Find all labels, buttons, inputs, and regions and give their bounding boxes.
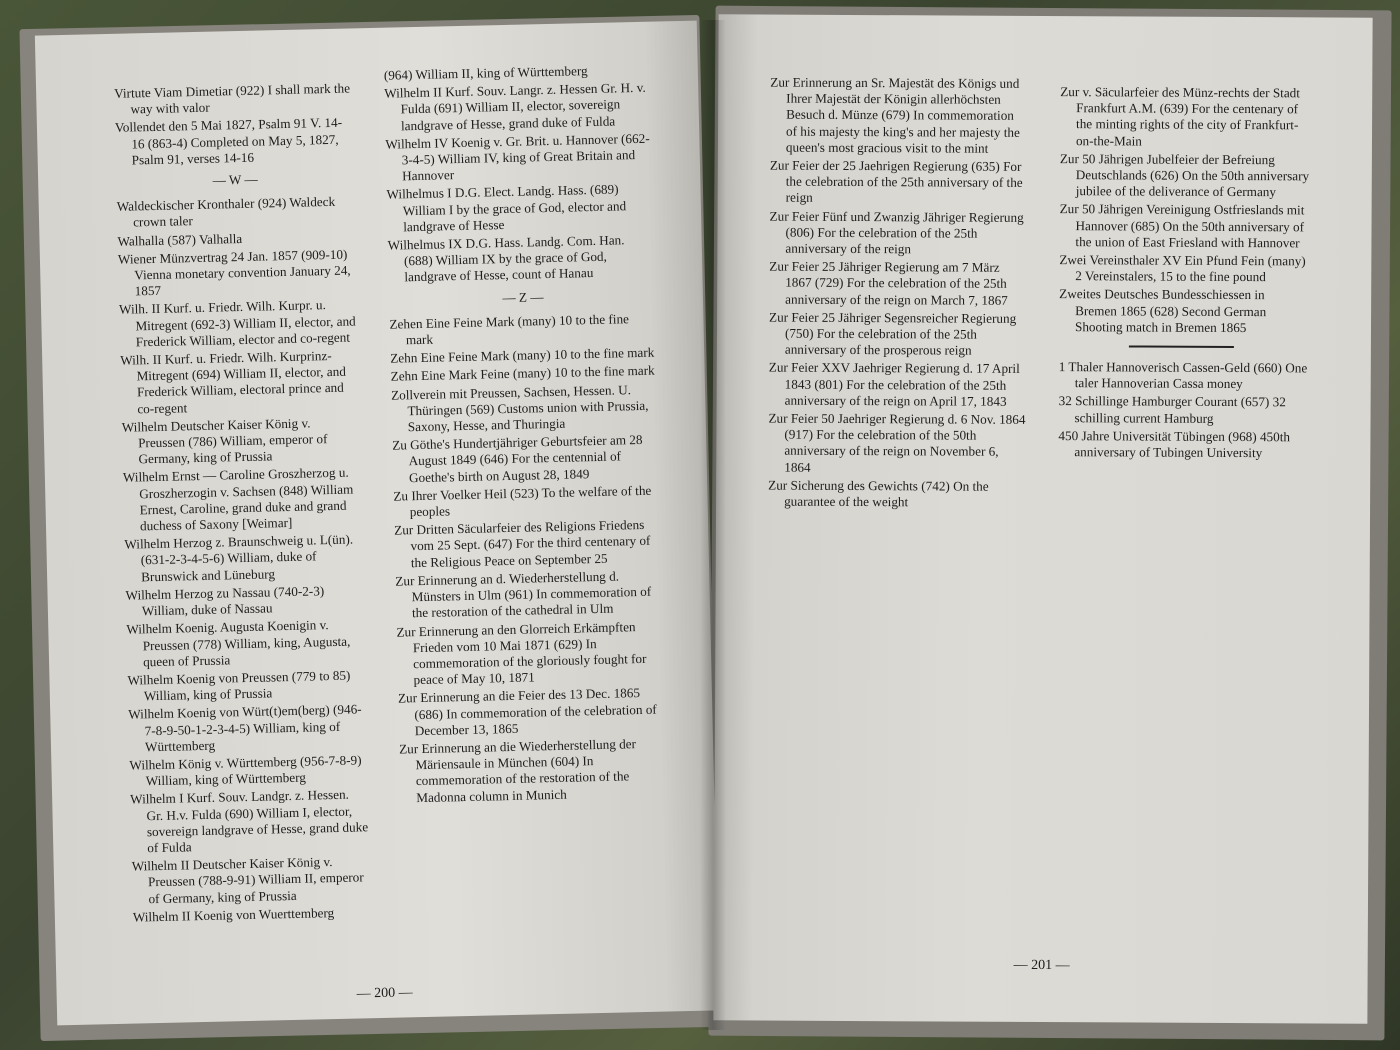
book-gutter [700, 20, 726, 1030]
index-entry: Zehn Eine Mark Feine (many) 10 to the fine mark [390, 363, 655, 385]
index-entry: Zur Feier 25 Jähriger Segensreicher Regierung (750) For the celebration of the 25th anniversary of the prosperous reign [769, 309, 1017, 358]
index-entry: 450 Jahre Universität Tübingen (968) 450th anniversary of Tubingen University [1058, 427, 1291, 461]
index-entry: Zur Feier 25 Jähriger Regierung am 7 März 1867 (729) For the celebration of the 25th anniversary of the reign on March 7, 1867 [769, 258, 1008, 308]
index-entry: Wilhelm II Koenig von Wuerttemberg [132, 904, 335, 925]
index-entry: Vollendet den 5 Mai 1827, Psalm 91 V. 14-16 (863-4) Completed on May 5, 1827, Psalm 91, verses 14-16 [114, 115, 343, 168]
index-entry: Zur Erinnerung an Sr. Majestät des Königs und Ihrer Majestät der Königin allerhöchsten Besuch d. Münze (679) In commemoration of his majesty the king's and her majesty the queen's most gracious visit to the mint [770, 74, 1020, 156]
right-page [713, 14, 1372, 1023]
index-entry: Wiener Münzvertrag 24 Jan. 1857 (909-10) Vienna monetary convention January 24, 1857 [117, 246, 351, 299]
index-entry: Zweites Deutsches Bundesschiessen in Bremen 1865 (628) Second German Shooting match in Bremen 1865 [1059, 286, 1267, 335]
index-entry: Wilhelm II Kurf. Souv. Langr. z. Hessen Gr. H. v. Fulda (691) William II, elector, sovereign landgrave of Hesse, grand duke of Fulda [384, 79, 646, 133]
index-entry: Zur Erinnerung an die Feier des 13 Dec. 1865 (686) In commemoration of the celebration of December 13, 1865 [397, 685, 657, 738]
index-entry: Zollverein mit Preussen, Sachsen, Hessen. U. Thüringen (569) Customs union with Prussia, Saxony, Hesse, and Thuringia [390, 381, 649, 435]
index-entry: Zur v. Säcularfeier des Münz-rechts der Stadt Frankfurt A.M. (639) For the centenary of the minting rights of the city of Frankfurt-on-the-Main [1060, 84, 1301, 149]
left-page-column-2 [384, 62, 669, 809]
index-entry: Zur Sicherung des Gewichts (742) On the guarantee of the weight [768, 477, 989, 510]
index-entry: Virtute Viam Dimetiar (922) I shall mark the way with valor [114, 80, 351, 117]
index-entry: (964) William II, king of Württemberg [383, 63, 588, 83]
right-page-column-1 [768, 75, 1028, 514]
left-page [35, 21, 719, 1026]
index-entry: Zehn Eine Feine Mark (many) 10 to the fine mark [390, 344, 655, 366]
index-entry: Wilhelm Koenig. Augusta Koenigin v. Preussen (778) William, king, Augusta, queen of Prussia [126, 617, 351, 670]
index-entry: Zur Feier 50 Jaehriger Regierung d. 6 Nov. 1864 (917) For the celebration of the 50th anniversary of the reign on November 6, 1864 [768, 410, 1026, 475]
index-entry: Zur Erinnerung an d. Wiederherstellung d. Münsters in Ulm (961) In commemoration of the restoration of the cathedral in Ulm [395, 568, 652, 621]
index-entry: Wilhelm Deutscher Kaiser König v. Preussen (786) William, emperor of Germany, king of Prussia [121, 415, 328, 467]
page-number-201: — 201 — [1013, 957, 1070, 974]
index-entry: Zur Feier Fünf und Zwanzig Jähriger Regierung (806) For the celebration of the 25th anniversary of the reign [769, 208, 1024, 257]
index-entry: Walhalla (587) Valhalla [117, 230, 243, 249]
index-entry: Wilhelm Ernst — Caroline Groszherzog u. Groszherzogin v. Sachsen (848) William Ernest, Caroline, grand duke and grand duchess of Saxony [Weimar] [122, 465, 354, 534]
index-entry: Wilhelm Herzog z. Braunschweig u. L(ün). (631-2-3-4-5-6) William, duke of Brunswick and Lüneburg [124, 531, 354, 585]
index-entry: Zur Erinnerung an den Glorreich Erkämpften Frieden vom 10 Mai 1871 (629) In commemoration of the gloriously fought for peace of May 10, 1871 [396, 618, 647, 688]
index-entry: Zur Dritten Säcularfeier des Religions Friedens vom 25 Sept. (647) For the third centenary of the Religious Peace on September 25 [394, 517, 651, 570]
index-entry: Wilhelm Herzog zu Nassau (740-2-3) William, duke of Nassau [125, 583, 325, 619]
index-entry: Zu Ihrer Voelker Heil (523) To the welfare of the peoples [393, 482, 652, 520]
index-entry: Wilhelm Koenig von Preussen (779 to 85) William, king of Prussia [127, 667, 351, 704]
letter-heading: — Z — [502, 288, 544, 305]
letter-heading: — W — [212, 171, 258, 188]
index-entry: Wilh. II Kurf. u. Friedr. Wilh. Kurpr. u. Mitregent (692-3) William II, elector, and Frederick William, elector and co-regent [118, 297, 356, 350]
index-entry: Wilhelm I Kurf. Souv. Landgr. z. Hessen. Gr. H.v. Fulda (690) William I, elector, sovereign landgrave of Hesse, grand duke of Fulda [130, 787, 369, 856]
index-entry: Zur 50 Jährigen Vereinigung Ostfrieslands mit Hannover (685) On the 50th anniversary of the union of East Friesland with Hannover [1059, 201, 1305, 251]
page-number-200: — 200 — [356, 985, 413, 1002]
index-entry: Zwei Vereinsthaler XV Ein Pfund Fein (many) 2 Vereinstalers, 15 to the fine pound [1059, 252, 1306, 285]
index-entry: Wilh. II Kurf. u. Friedr. Wilh. Kurprinz-Mitregent (694) William II, elector, and Frederick William, electoral prince and co-regent [120, 348, 346, 417]
index-entry: Wilhelm II Deutscher Kaiser König v. Preussen (788-9-91) William II, emperor of Germany, king of Prussia [131, 854, 364, 906]
index-entry: Zehen Eine Feine Mark (many) 10 to the fine mark [389, 311, 630, 348]
index-entry: 1 Thaler Hannoverisch Cassen-Geld (660) One taler Hannoverian Cassa money [1058, 359, 1308, 392]
index-entry: Zur 50 Jährigen Jubelfeier der Befreiung Deutschlands (626) On the 50th anniversary jubilee of the deliverance of Germany [1059, 150, 1310, 200]
index-entry: Wilhelmus IX D.G. Hass. Landg. Com. Han. (688) William IX by the grace of God, landgrave of Hesse, count of Hanau [387, 232, 625, 285]
index-entry: Wilhelm Koenig von Würt(t)em(berg) (946-7-8-9-50-1-2-3-4-5) William, king of Württemberg [128, 701, 362, 755]
section-divider-rule [1129, 345, 1234, 348]
index-entry: Waldeckischer Kronthaler (924) Waldeck crown taler [116, 194, 336, 230]
right-page-column-2 [1058, 84, 1310, 464]
index-entry: Zur Feier der 25 Jaehrigen Regierung (635) For the celebration of the 25th anniversary of the reign [769, 157, 1023, 206]
left-page-column-1 [114, 80, 371, 927]
index-entry: Wilhelmus I D.G. Elect. Landg. Hass. (689) William I by the grace of God, elector and landgrave of Hesse [386, 181, 627, 235]
index-entry: Wilhelm IV Koenig v. Gr. Brit. u. Hannover (662-3-4-5) William IV, king of Great Britain and Hannover [385, 130, 650, 184]
index-entry: Wilhelm König v. Württemberg (956-7-8-9) William, king of Württemberg [129, 752, 362, 789]
index-entry: Zu Göthe's Hundertjähriger Geburtsfeier am 28 August 1849 (646) For the centennial of Goethe's birth on August 28, 1849 [392, 432, 643, 485]
index-entry: 32 Schillinge Hamburger Courant (657) 32 schilling current Hamburg [1058, 393, 1286, 426]
index-entry: Zur Feier XXV Jaehriger Regierung d. 17 April 1843 (801) For the celebration of the 25th anniversary of the reign on April 17, 1843 [768, 360, 1020, 409]
index-entry: Zur Erinnerung an die Wiederherstellung der Märiensaule in München (604) In commemoration of the restoration of the Madonna column in Munich [398, 736, 637, 805]
